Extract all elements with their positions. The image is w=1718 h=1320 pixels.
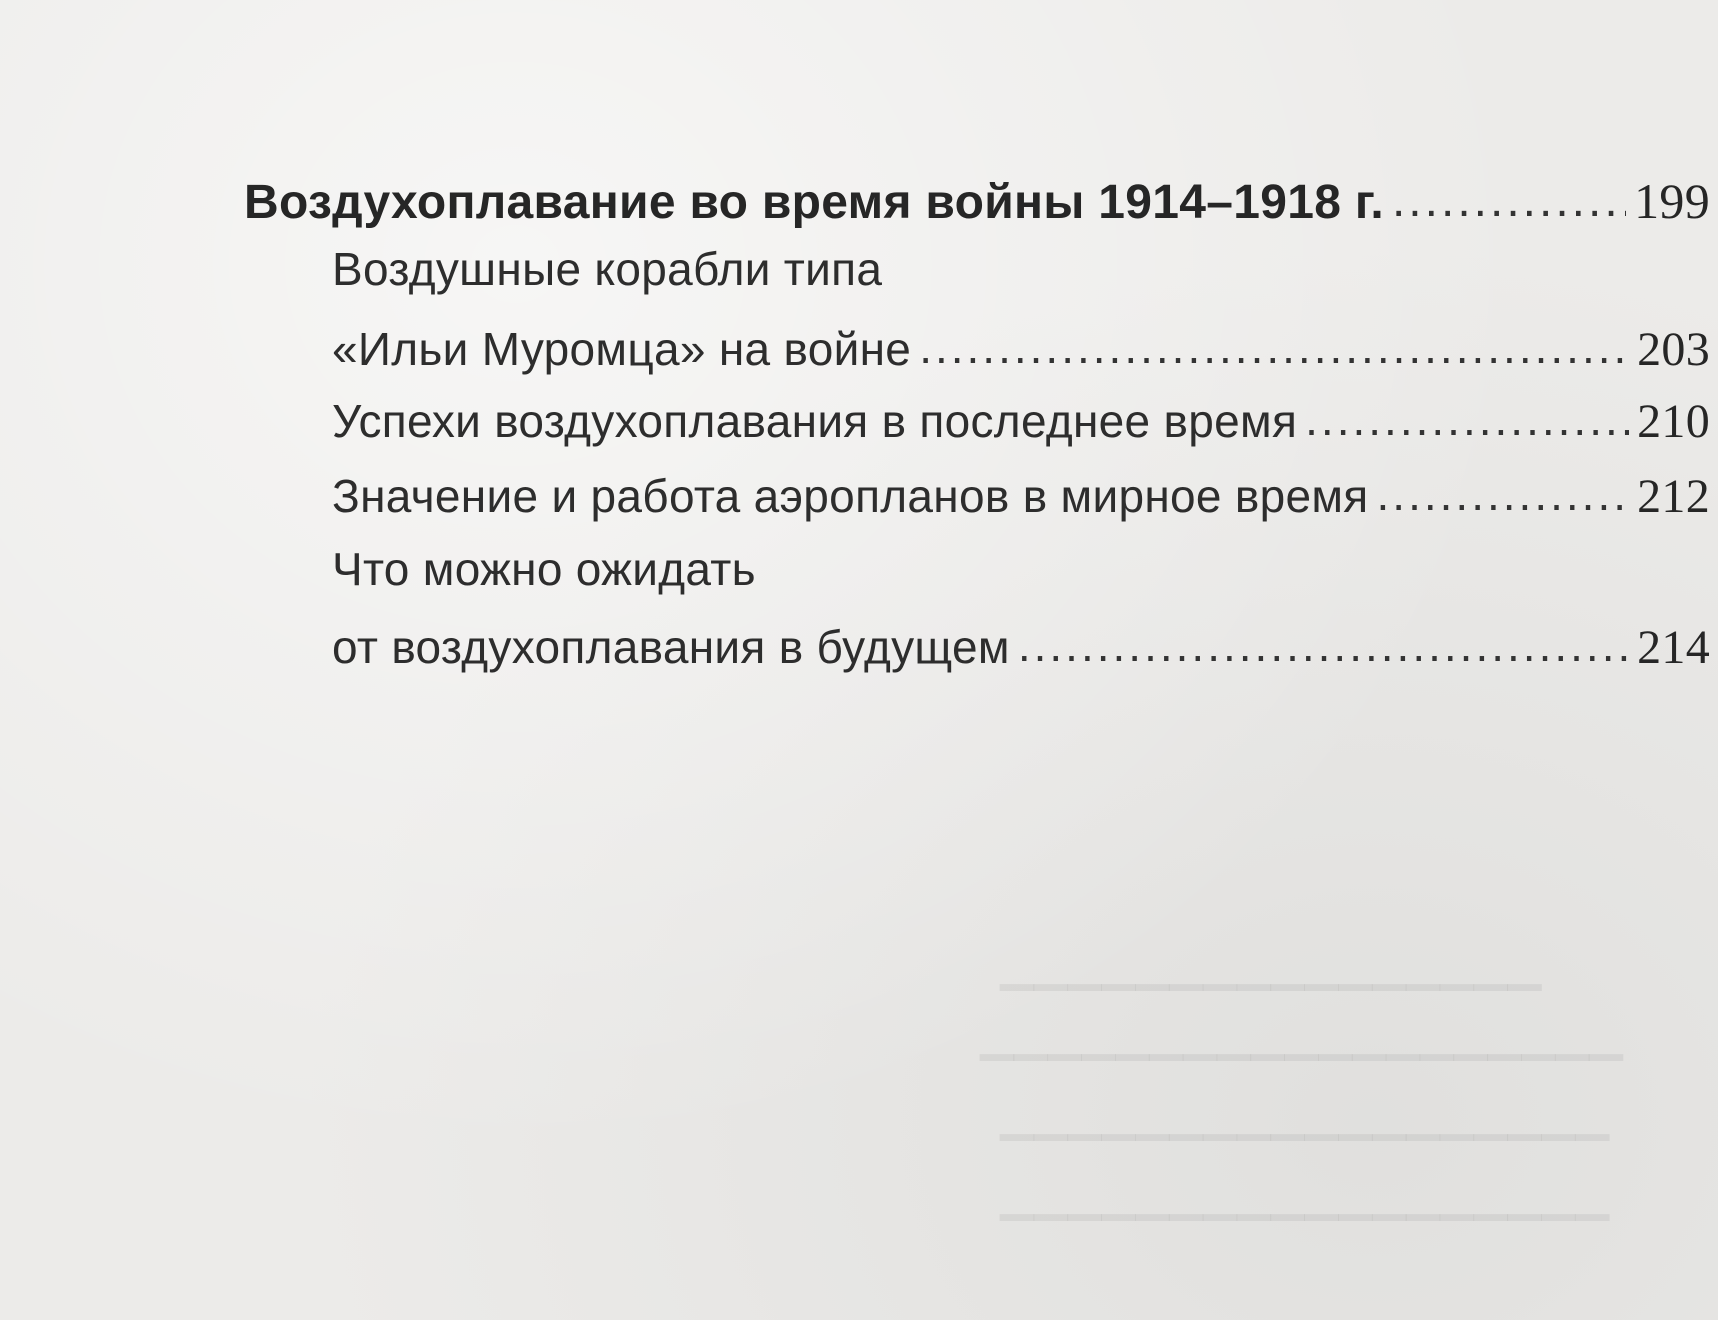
toc-leader-dots: [1392, 173, 1626, 228]
toc-entry-page: 203: [1637, 323, 1710, 376]
toc-entry-page: 210: [1637, 395, 1710, 448]
toc-entry: [332, 242, 1710, 296]
toc-entry-title: Успехи воздухоплавания в последнее время: [332, 395, 1298, 447]
show-through-shadow: ▁▁▁▁▁▁▁▁▁▁▁▁▁▁▁▁▁▁: [1000, 1171, 1610, 1220]
toc-entry-title: Воздушные корабли типа: [332, 243, 883, 295]
show-through-shadow: ▁▁▁▁▁▁▁▁▁▁▁▁▁▁▁▁▁▁▁: [980, 1011, 1623, 1060]
toc-entry: [332, 322, 1710, 377]
show-through-shadow: ▁▁▁▁▁▁▁▁▁▁▁▁▁▁▁▁: [1000, 941, 1542, 990]
toc-leader-dots: [1018, 618, 1629, 672]
toc-entry-page: 212: [1637, 470, 1710, 523]
toc-entry-page: 214: [1637, 621, 1710, 674]
toc-entry-title: Значение и работа аэропланов в мирное время: [332, 470, 1369, 522]
toc-entry-title: Что можно ожидать: [332, 543, 756, 595]
toc-leader-dots: [1305, 392, 1629, 446]
toc-entry-title: от воздухоплавания в будущем: [332, 621, 1010, 673]
show-through-shadow: ▁▁▁▁▁▁▁▁▁▁▁▁▁▁▁▁▁▁: [1000, 1091, 1610, 1140]
toc-entry: [332, 542, 1710, 596]
toc-entry-page: 199: [1634, 173, 1710, 229]
toc-leader-dots: [1377, 467, 1630, 521]
toc-entry-title: Воздухоплавание во время войны 1914–1918 г.: [244, 176, 1384, 229]
toc-entry: [244, 172, 1710, 230]
toc-entry: [332, 620, 1710, 675]
toc-entry: [332, 394, 1710, 449]
toc-entry: [332, 469, 1710, 524]
toc-entry-title: «Ильи Муромца» на войне: [332, 323, 912, 375]
toc-leader-dots: [919, 320, 1629, 374]
